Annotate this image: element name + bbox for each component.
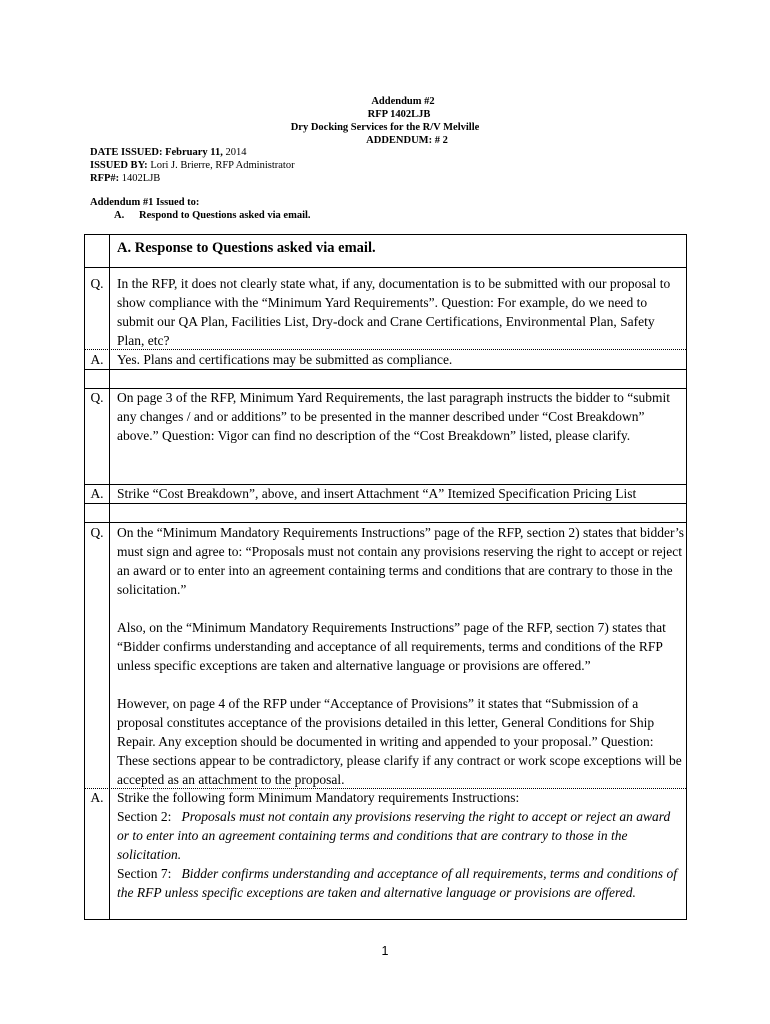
qa-table bbox=[84, 234, 687, 920]
rfp-value: 1402LJB bbox=[119, 173, 161, 184]
a3-section-7 bbox=[117, 864, 685, 902]
q3-paragraph-1: On the “Minimum Mandatory Requirements Instructions” page of the RFP, section 2) states that bidder’s must sign and agree to: “Proposals must not contain any provisions reserving the right to accept or reject an award or to enter into an agreement containing terms and conditions that are contrary to those in the solicitation.” bbox=[117, 525, 685, 597]
q2-label: Q. bbox=[90, 390, 104, 405]
date-issued-line bbox=[90, 146, 295, 159]
document-header bbox=[0, 95, 770, 147]
addendum1-item-text: Respond to Questions asked via email. bbox=[139, 210, 311, 221]
qa-label-divider bbox=[109, 235, 110, 919]
q1-label: Q. bbox=[90, 276, 104, 291]
a3-section-2-label: Section 2: bbox=[117, 809, 172, 824]
a3-text bbox=[117, 788, 685, 902]
a3-section-2 bbox=[117, 807, 685, 864]
addendum1-heading: Addendum #1 Issued to: bbox=[90, 197, 200, 208]
a3-section-7-text: Bidder confirms understanding and acceptance of all requirements, terms and conditions of the RFP unless specific exceptions are taken and alternative language or provisions are offered. bbox=[117, 866, 677, 900]
q3-label: Q. bbox=[90, 525, 104, 540]
row-divider bbox=[85, 503, 686, 504]
header-rfp-number: RFP 1402LJB bbox=[367, 109, 431, 120]
a3-section-2-text: Proposals must not contain any provisions reserving the right to accept or reject an award or to enter into an agreement containing terms and conditions that are contrary to those in the solicitation. bbox=[117, 809, 671, 862]
issue-metadata bbox=[90, 146, 295, 185]
header-addendum-label: ADDENDUM: # 2 bbox=[366, 135, 448, 146]
date-issued-value: 2014 bbox=[222, 147, 247, 158]
a3-section-7-label: Section 7: bbox=[117, 866, 172, 881]
q3-paragraph-2: Also, on the “Minimum Mandatory Requirements Instructions” page of the RFP, section 7) states that “Bidder confirms understanding and acceptance of all requirements, terms and conditions of the RFP unless specific exceptions are taken and alternative language or provisions are offered.” bbox=[117, 620, 666, 673]
q1-text: In the RFP, it does not clearly state what, if any, documentation is to be submitted with our proposal to show compliance with the “Minimum Yard Requirements”. Question: For example, do we need to submit our QA Plan, Facilities List, Dry-dock and Crane Certifications, Environmental Plan, Safety Plan, etc? bbox=[117, 276, 671, 348]
addendum1-section bbox=[90, 196, 311, 222]
page-number: 1 bbox=[381, 944, 389, 958]
issued-by-value: Lori J. Brierre, RFP Administrator bbox=[147, 160, 295, 171]
addendum1-item bbox=[90, 209, 311, 222]
rfp-line bbox=[90, 172, 295, 185]
rfp-label: RFP#: bbox=[90, 173, 120, 184]
a2-text: Strike “Cost Breakdown”, above, and insert Attachment “A” Itemized Specification Pricing List bbox=[117, 486, 637, 501]
a1-text: Yes. Plans and certifications may be submitted as compliance. bbox=[117, 352, 453, 367]
addendum1-item-letter: A. bbox=[114, 210, 125, 221]
issued-by-line bbox=[90, 159, 295, 172]
qa-table-title: A. Response to Questions asked via email. bbox=[117, 240, 376, 256]
a3-intro: Strike the following form Minimum Mandatory requirements Instructions: bbox=[117, 790, 520, 805]
row-divider bbox=[85, 369, 686, 370]
q3-text bbox=[117, 523, 685, 789]
header-rfp-title: Dry Docking Services for the R/V Melville bbox=[290, 122, 480, 133]
a1-label: A. bbox=[90, 352, 104, 367]
date-issued-label: DATE ISSUED: February 11, bbox=[90, 147, 223, 158]
header-addendum-number: Addendum #2 bbox=[371, 96, 435, 107]
a2-label: A. bbox=[90, 486, 104, 501]
q2-text: On page 3 of the RFP, Minimum Yard Requirements, the last paragraph instructs the bidder to “submit any changes / and or additions” to be presented in the manner described under “Cost Breakdown” above.” Question: Vigor can find no description of the “Cost Breakdown” listed, please clarify. bbox=[117, 390, 671, 443]
issued-by-label: ISSUED BY: bbox=[90, 160, 148, 171]
row-divider bbox=[85, 267, 686, 268]
a3-label: A. bbox=[90, 790, 104, 805]
q3-paragraph-3: However, on page 4 of the RFP under “Acceptance of Provisions” it states that “Submission of a proposal constitutes acceptance of the provisions detailed in this letter, General Conditions for Ship Repair. Any exception should be documented in writing and appended to your proposal.” Question: These sections appear to be contradictory, please clarify if any contract or work scope exceptions will be accepted as an attachment to the proposal. bbox=[117, 696, 682, 787]
